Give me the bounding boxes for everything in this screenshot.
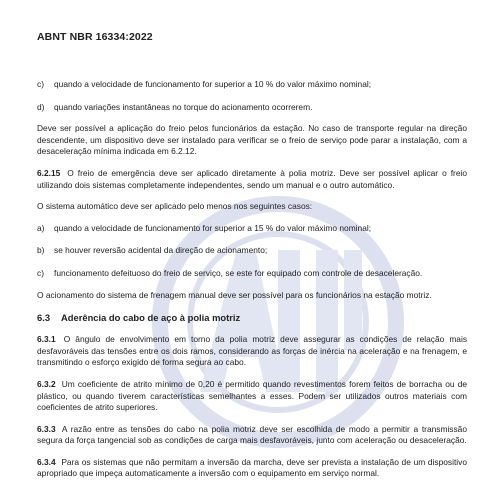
clause-number: 6.2.15 [37,167,61,178]
document-body [37,79,467,480]
clause-text: Para os sistemas que não permitam a inversão da marcha, deve ser prevista a instalação de um dispositivo apropriado que impeça automaticamente a inversão com o equipamento em serviço normal. [37,456,467,479]
list-marker: a) [37,222,45,233]
list-item [37,268,467,280]
clause-number: 6.3.2 [37,378,56,389]
clause-text: O ângulo de envolvimento em torno da polia motriz deve assegurar as condições de relação mais desfavoráveis das tensões entre os dois ramos, considerando as forças de inércia na aceleração e na frenagem, e transmitindo o esforço exigido de forma segura ao cabo. [37,334,468,368]
list-text: funcionamento defeituoso do freio de serviço, se este for equipado com controle de desaceleração. [54,267,423,278]
paragraph: O acionamento do sistema de frenagem manual deve ser possível para os funcionários na estação motriz. [37,289,432,300]
list-text: quando variações instantâneas no torque do acionamento ocorrerem. [54,101,313,112]
list-item [37,223,467,235]
list-marker: b) [37,245,45,256]
document-header: ABNT NBR 16334:2022 [37,31,153,43]
section-number: 6.3 [37,312,51,324]
clause-6-3-2 [37,379,467,414]
clause-number: 6.3.1 [37,334,56,345]
list-item [37,79,467,91]
list-text: se houver reversão acidental da direção de acionamento; [54,245,268,256]
list-text: quando a velocidade de funcionamento for superior a 10 % do valor máximo nominal; [54,79,372,89]
list-marker: c) [37,267,44,278]
clause-number: 6.3.3 [37,423,56,434]
clause-6-3-3 [37,424,467,447]
list-item [37,102,467,114]
clause-6-3-4 [37,457,467,480]
list-marker: c) [37,79,44,89]
clause-number: 6.3.4 [37,456,56,467]
list-text: quando a velocidade de funcionamento for superior a 15 % do valor máximo nominal; [54,222,372,233]
section-title: Aderência do cabo de aço à polia motriz [61,312,241,324]
clause-text: Um coeficiente de atrito mínimo de 0,20 é permitido quando revestimentos forem feitos de borracha ou de plástico, ou quando tiverem características semelhantes a esses. Podem ser utilizados outros materiais com coeficientes de atrito superiores. [37,378,468,413]
section-heading-6-3 [37,312,467,324]
list-item [37,245,467,257]
list-marker: d) [37,101,45,112]
paragraph: O sistema automático deve ser aplicado pelo menos nos seguintes casos: [37,201,313,212]
paragraph: Deve ser possível a aplicação do freio pelos funcionários da estação. No caso de transporte regular na direção descendente, um dispositivo deve ser instalado para verificar se o freio de serviço pode parar a instalação, com a desaceleração mínima indicada em 6.2.12. [37,123,467,157]
clause-text: A razão entre as tensões do cabo na polia motriz deve ser escolhida de modo a permitir a transmissão segura da força tangencial sob as condições de carga mais desfavoráveis, junto com aceleração ou desaceleração. [37,423,467,446]
clause-6-3-1 [37,334,467,369]
clause-6-2-15 [37,168,467,191]
clause-text: O freio de emergência deve ser aplicado diretamente à polia motriz. Deve ser possível aplicar o freio utilizando dois sistemas completamente independentes, sendo um manual e o outro automático. [37,167,468,190]
